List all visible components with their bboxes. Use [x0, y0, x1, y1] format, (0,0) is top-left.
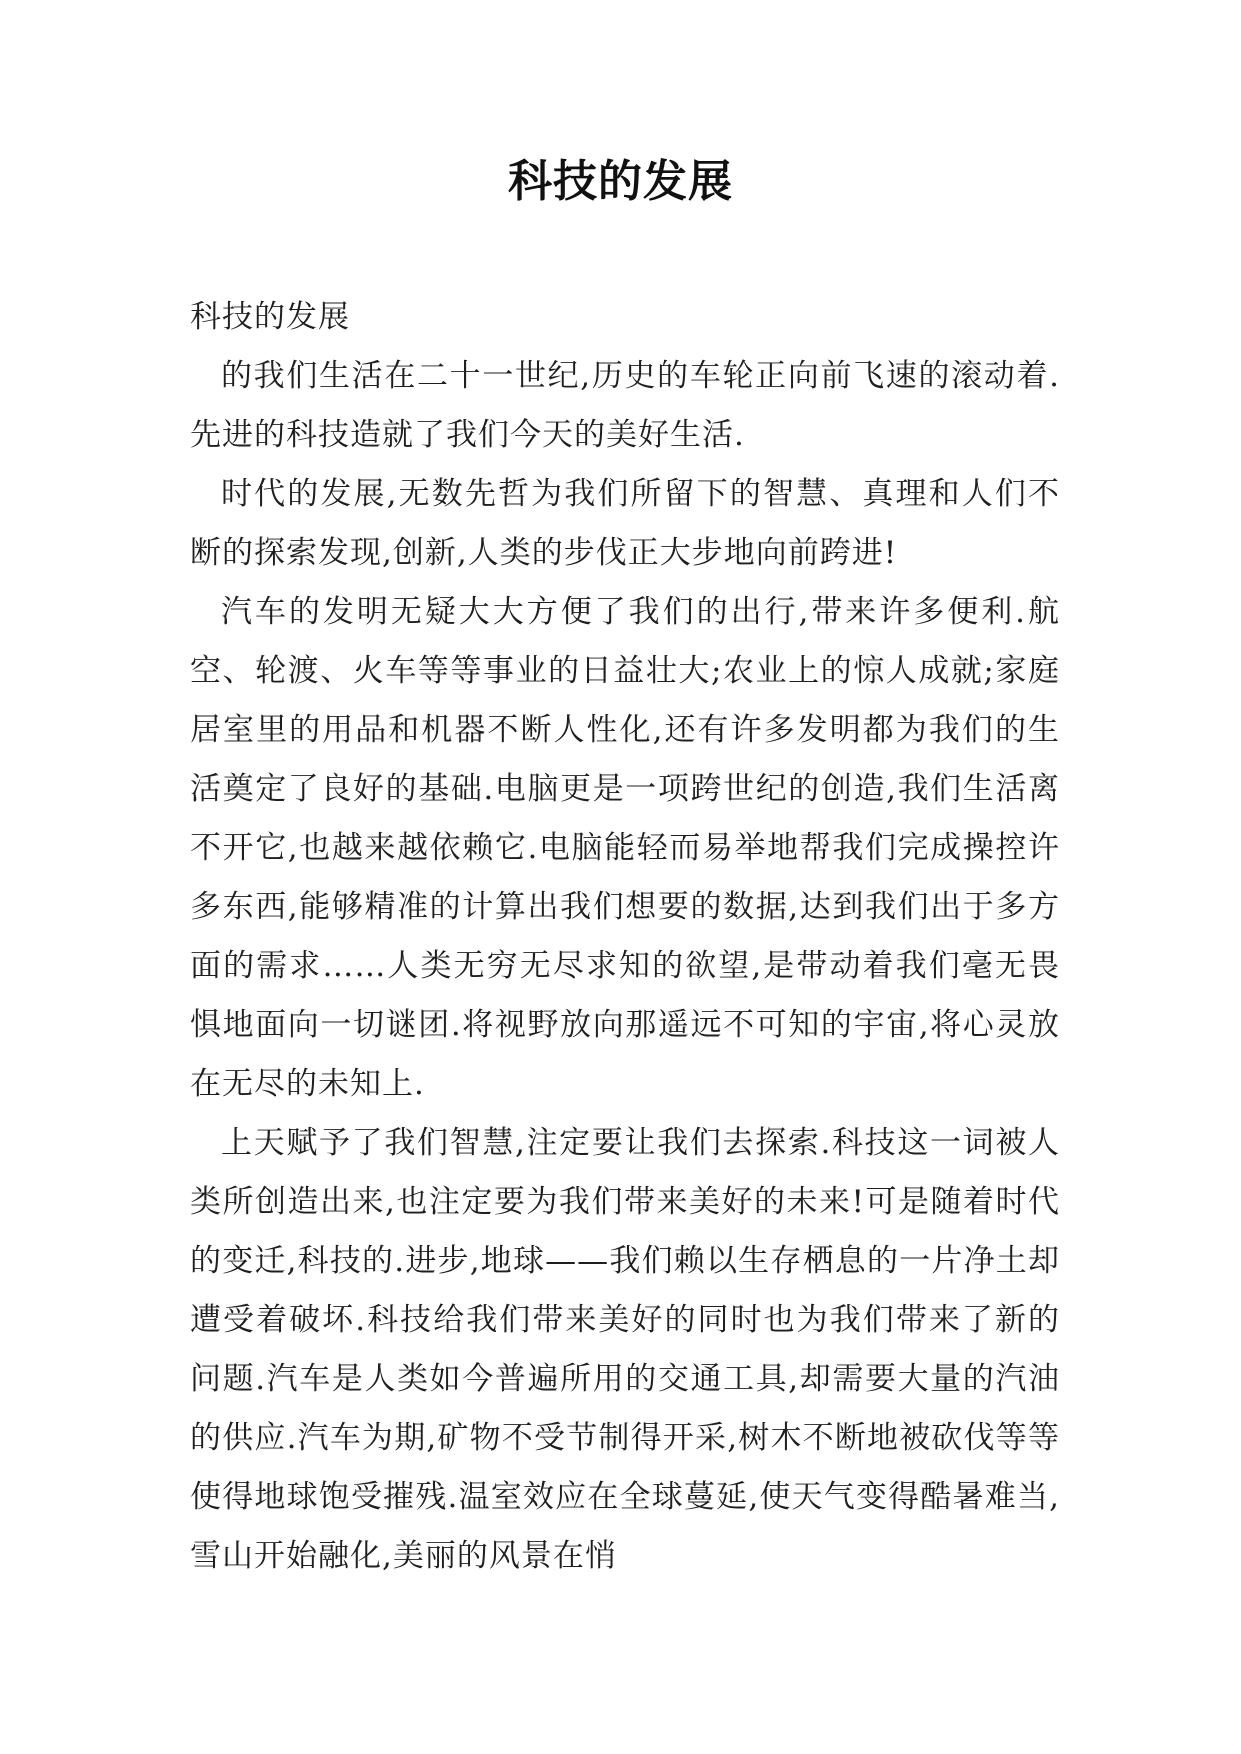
- paragraph-4: 上天赋予了我们智慧,注定要让我们去探索.科技这一词被人类所创造出来,也注定要为我们带来美好的未来!可是随着时代的变迁,科技的.进步,地球——我们赖以生存栖息的一片净土却遭受着破坏.科技给我们带来美好的同时也为我们带来了新的问题.汽车是人类如今普遍所用的交通工具,却需要大量的汽油的供应.汽车为期,矿物不受节制得开采,树木不断地被砍伐等等使得地球饱受摧残.温室效应在全球蔓延,使天气变得酷暑难当,雪山开始融化,美丽的风景在悄: [190, 1125, 1060, 1574]
- paragraph-1: 的我们生活在二十一世纪,历史的车轮正向前飞速的滚动着.先进的科技造就了我们今天的美好生活.: [190, 358, 1060, 453]
- paragraph-3: 汽车的发明无疑大大方便了我们的出行,带来许多便利.航空、轮渡、火车等等事业的日益壮大;农业上的惊人成就;家庭居室里的用品和机器不断人性化,还有许多发明都为我们的生活奠定了良好的基础.电脑更是一项跨世纪的创造,我们生活离不开它,也越来越依赖它.电脑能轻而易举地帮我们完成操控许多东西,能够精准的计算出我们想要的数据,达到我们出于多方面的需求……人类无穷无尽求知的欲望,是带动着我们毫无畏惧地面向一切谜团.将视野放向那遥远不可知的宇宙,将心灵放在无尽的未知上.: [190, 594, 1060, 1102]
- document-title: 科技的发展: [508, 156, 733, 207]
- body-subtitle: 科技的发展: [190, 299, 350, 335]
- paragraph-2: 时代的发展,无数先哲为我们所留下的智慧、真理和人们不断的探索发现,创新,人类的步伐正大步地向前跨进!: [190, 476, 1060, 571]
- document-body: [190, 288, 1060, 1586]
